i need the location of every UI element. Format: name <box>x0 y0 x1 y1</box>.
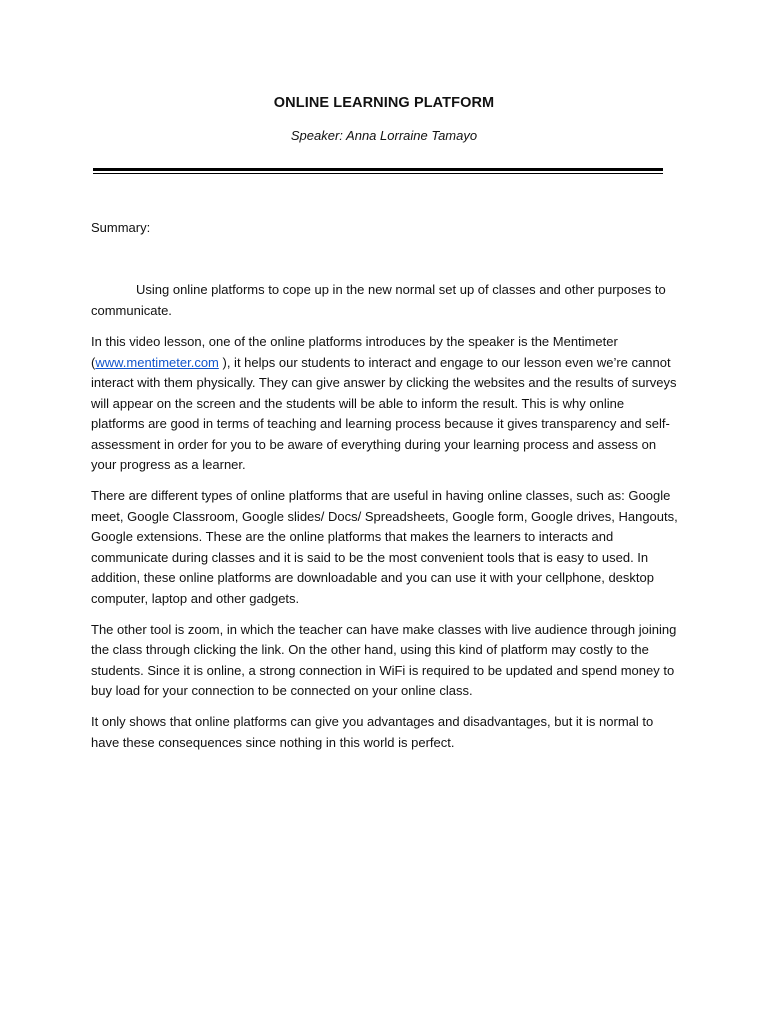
divider-thick <box>93 168 663 171</box>
mentimeter-link[interactable]: www.mentimeter.com <box>95 354 219 370</box>
paragraph-mentimeter-text-after: ), it helps our students to interact and engage to our lesson even we’re cannot interact with them physically. They can give answer by clicking the websites and the results of surveys will appear on the screen and the students will be able to inform the result. This is why online platforms are good in terms of teaching and learning process because it gives transparency and self-assessment in order for you to be aware of everything during your learning process and assess on your progress as a learner. <box>91 354 677 472</box>
speaker-line: Speaker: Anna Lorraine Tamayo <box>290 128 478 143</box>
summary-body <box>91 280 679 764</box>
document-title: ONLINE LEARNING PLATFORM <box>273 95 495 111</box>
divider-thin <box>93 173 663 174</box>
paragraph-mentimeter-text-before: In this video lesson, one of the online platforms introduces by the speaker is the Mentimeter ( <box>91 334 618 370</box>
paragraph-intro: Using online platforms to cope up in the new normal set up of classes and other purposes to communicate. <box>91 282 666 318</box>
paragraph-conclusion: It only shows that online platforms can give you advantages and disadvantages, but it is normal to have these consequences since nothing in this world is perfect. <box>91 714 654 750</box>
paragraph-platform-types: There are different types of online platforms that are useful in having online classes, such as: Google meet, Google Classroom, Google slides/ Docs/ Spreadsheets, Google form, Google drives, Hangouts, Google extensions. These are the online platforms that makes the learners to interacts and communicate during classes and it is said to be the most convenient tools that is easy to used. In addition, these online platforms are downloadable and you can use it with your cellphone, desktop computer, laptop and other gadgets. <box>91 488 678 606</box>
paragraph-mentimeter <box>91 332 679 476</box>
paragraph-zoom: The other tool is zoom, in which the teacher can have make classes with live audience through joining the class through clicking the link. On the other hand, using this kind of platform may costly to the students. Since it is online, a strong connection in WiFi is required to be updated and spend money to buy load for your connection to be connected on your online class. <box>91 621 677 698</box>
summary-label: Summary: <box>91 220 151 235</box>
